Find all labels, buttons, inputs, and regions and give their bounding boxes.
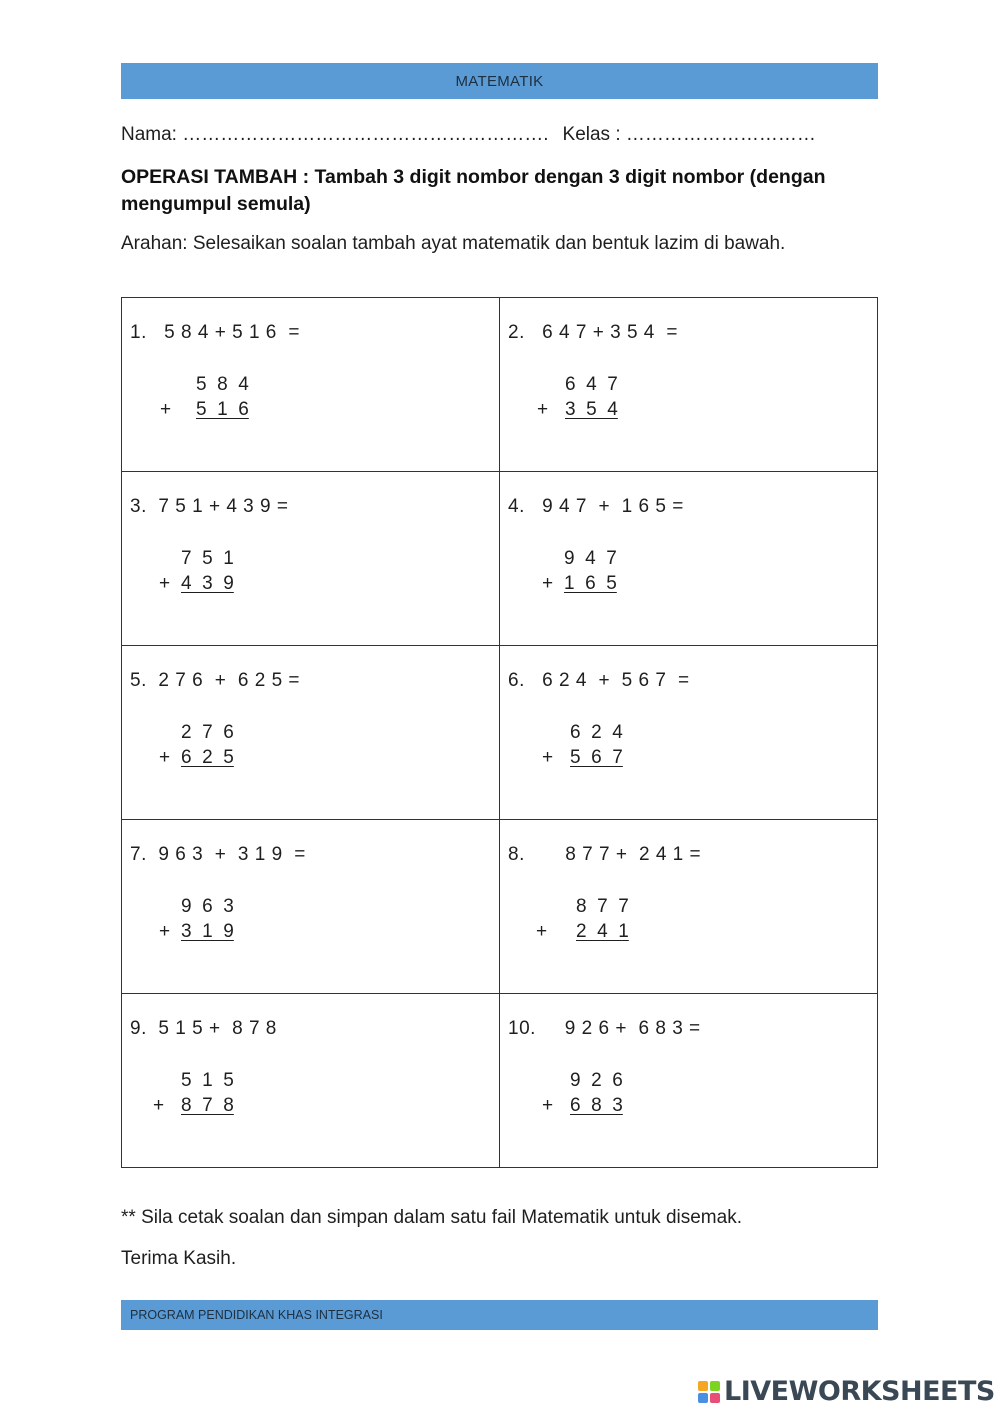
logo-square xyxy=(698,1381,708,1391)
plus-sign: + xyxy=(159,747,171,768)
question-label: 9. 5 1 5 + 8 7 8 xyxy=(130,1018,277,1039)
table-row xyxy=(122,472,878,646)
addend-bottom: 1 6 5 xyxy=(564,573,617,594)
worksheet-title: OPERASI TAMBAH : Tambah 3 digit nombor dengan 3 digit nombor (dengan mengumpul semula) xyxy=(121,166,826,215)
addend-top: 6 4 7 xyxy=(565,374,618,395)
plus-sign: + xyxy=(153,1095,165,1116)
table-row xyxy=(122,820,878,994)
table-row xyxy=(122,994,878,1168)
header-bar xyxy=(121,63,878,99)
footer-text: PROGRAM PENDIDIKAN KHAS INTEGRASI xyxy=(130,1308,383,1322)
plus-sign: + xyxy=(159,573,171,594)
question-label: 7. 9 6 3 + 3 1 9 = xyxy=(130,844,306,865)
plus-sign: + xyxy=(542,747,554,768)
question-label: 4. 9 4 7 + 1 6 5 = xyxy=(508,496,684,517)
addend-top: 2 7 6 xyxy=(181,722,234,743)
addend-bottom: 6 8 3 xyxy=(570,1095,623,1116)
addend-bottom: 3 1 9 xyxy=(181,921,234,942)
addend-bottom: 8 7 8 xyxy=(181,1095,234,1116)
addend-bottom: 6 2 5 xyxy=(181,747,234,768)
vertical-sum xyxy=(536,894,629,944)
question-cell-6 xyxy=(500,646,878,820)
addend-top: 5 8 4 xyxy=(196,374,249,395)
question-cell-1 xyxy=(122,298,500,472)
student-info-line xyxy=(121,124,816,146)
plus-sign: + xyxy=(536,921,548,942)
vertical-sum xyxy=(153,1068,234,1118)
addend-top: 8 7 7 xyxy=(576,896,629,917)
questions-table xyxy=(121,297,878,1168)
question-label: 8. 8 7 7 + 2 4 1 = xyxy=(508,844,702,865)
plus-sign: + xyxy=(537,399,549,420)
vertical-sum xyxy=(160,372,249,422)
question-label: 6. 6 2 4 + 5 6 7 = xyxy=(508,670,690,691)
logo-square xyxy=(710,1381,720,1391)
question-cell-5 xyxy=(122,646,500,820)
table-row xyxy=(122,298,878,472)
logo-square xyxy=(710,1393,720,1403)
addend-top: 9 2 6 xyxy=(570,1070,623,1091)
vertical-sum xyxy=(537,372,618,422)
brand-name: LIVEWORKSHEETS xyxy=(724,1376,995,1407)
plus-sign: + xyxy=(542,573,554,594)
question-cell-8 xyxy=(500,820,878,994)
addend-top: 5 1 5 xyxy=(181,1070,234,1091)
addend-top: 6 2 4 xyxy=(570,722,623,743)
question-cell-9 xyxy=(122,994,500,1168)
addend-top: 9 4 7 xyxy=(564,548,617,569)
addend-bottom: 4 3 9 xyxy=(181,573,234,594)
question-cell-10 xyxy=(500,994,878,1168)
addend-bottom: 3 5 4 xyxy=(565,399,618,420)
thanks-text: Terima Kasih. xyxy=(121,1248,237,1269)
note-text: ** Sila cetak soalan dan simpan dalam satu fail Matematik untuk disemak. xyxy=(121,1207,742,1228)
vertical-sum xyxy=(159,894,234,944)
header-title: MATEMATIK xyxy=(455,72,544,90)
addend-top: 9 6 3 xyxy=(181,896,234,917)
plus-sign: + xyxy=(160,399,172,420)
vertical-sum xyxy=(542,720,623,770)
liveworksheets-logo[interactable] xyxy=(698,1376,995,1407)
addend-top: 7 5 1 xyxy=(181,548,234,569)
vertical-sum xyxy=(542,546,617,596)
plus-sign: + xyxy=(542,1095,554,1116)
name-field[interactable]: Nama: …………………………………………………. xyxy=(121,124,549,145)
question-cell-2 xyxy=(500,298,878,472)
question-label: 3. 7 5 1 + 4 3 9 = xyxy=(130,496,289,517)
question-label: 5. 2 7 6 + 6 2 5 = xyxy=(130,670,301,691)
addend-bottom: 2 4 1 xyxy=(576,921,629,942)
vertical-sum xyxy=(159,546,234,596)
plus-sign: + xyxy=(159,921,171,942)
footer-bar xyxy=(121,1300,878,1330)
addend-bottom: 5 6 7 xyxy=(570,747,623,768)
brand-logo-icon xyxy=(698,1381,720,1403)
question-label: 1. 5 8 4 + 5 1 6 = xyxy=(130,322,301,343)
question-cell-7 xyxy=(122,820,500,994)
vertical-sum xyxy=(159,720,234,770)
question-label: 2. 6 4 7 + 3 5 4 = xyxy=(508,322,679,343)
instruction-text: Arahan: Selesaikan soalan tambah ayat matematik dan bentuk lazim di bawah. xyxy=(121,233,786,254)
vertical-sum xyxy=(542,1068,623,1118)
table-row xyxy=(122,646,878,820)
question-cell-4 xyxy=(500,472,878,646)
question-label: 10. 9 2 6 + 6 8 3 = xyxy=(508,1018,701,1039)
class-field[interactable]: Kelas : ………………………… xyxy=(562,124,816,145)
addend-bottom: 5 1 6 xyxy=(196,399,249,420)
question-cell-3 xyxy=(122,472,500,646)
logo-square xyxy=(698,1393,708,1403)
